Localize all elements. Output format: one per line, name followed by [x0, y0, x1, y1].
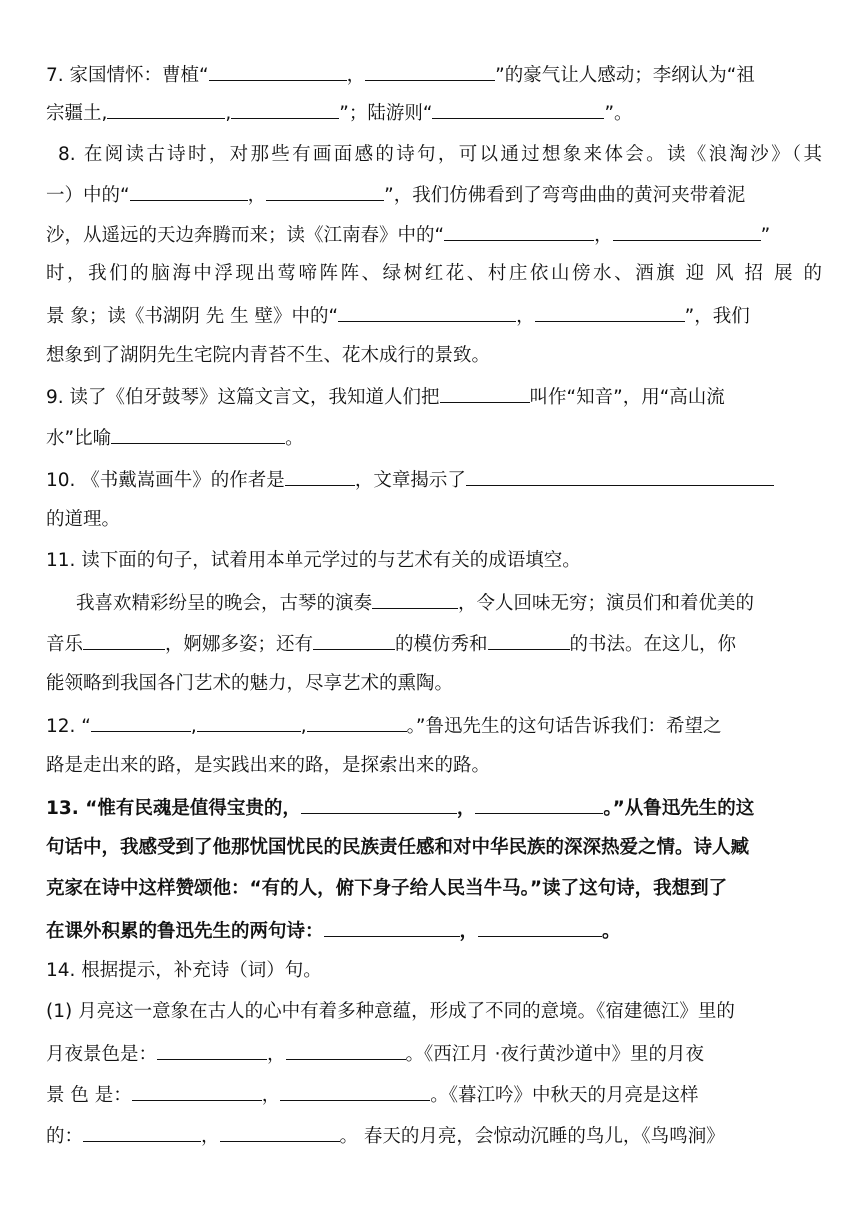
q14-text: ， [261, 1085, 281, 1106]
answer-blank[interactable] [478, 918, 602, 937]
answer-blank[interactable] [338, 303, 516, 322]
q14-text: 。《西江月 ·夜行黄沙道中》里的月夜 [405, 1044, 705, 1065]
q14-text: (1) 月亮这一意象在古人的心中有着多种意蕴，形成了不同的意境。《宿建德江》里的 [46, 1001, 735, 1022]
q7-line-1 [46, 62, 822, 88]
q9-line-1 [46, 384, 822, 410]
q13-text: 。”从鲁迅先生的这 [603, 798, 755, 819]
q14-text: 月夜景色是： [46, 1044, 158, 1065]
q9-line-2 [46, 425, 822, 451]
answer-blank[interactable] [488, 631, 570, 650]
q10-line-1 [46, 467, 822, 493]
answer-blank[interactable] [313, 631, 395, 650]
q8-text: ”，我们 [684, 306, 750, 327]
q12-line-1 [46, 713, 822, 739]
q14-line-2 [46, 1000, 822, 1024]
answer-blank[interactable] [280, 1082, 430, 1101]
q11-line-4 [46, 672, 822, 696]
q13-line-2 [46, 836, 822, 860]
q8-text: 时，我们的脑海中浮现出莺啼阵阵、绿树红花、村庄依山傍水、酒旗 迎 风 招 展 的 [46, 263, 822, 284]
q14-line-3 [46, 1041, 822, 1067]
q7-text: ”的豪气让人感动；李纲认为“祖 [495, 65, 755, 86]
answer-blank[interactable] [111, 425, 285, 444]
answer-blank[interactable] [91, 713, 191, 732]
q13-text: ， [456, 798, 476, 819]
q10-text: ，文章揭示了 [354, 470, 466, 491]
answer-blank[interactable] [83, 631, 165, 650]
q11-text: ，婀娜多姿；还有 [165, 634, 314, 655]
q7-line-2 [46, 100, 822, 126]
q13-text: 句话中，我感受到了他那忧国忧民的民族责任感和对中华民族的深深热爱之情。诗人臧 [46, 837, 750, 858]
answer-blank[interactable] [286, 1041, 406, 1060]
q8-text: 景 象；读《书湖阴 先 生 壁》中的“ [46, 306, 339, 327]
q11-line-3 [46, 631, 822, 657]
answer-blank[interactable] [157, 1041, 267, 1060]
answer-blank[interactable] [365, 62, 495, 81]
q14-text: ， [201, 1126, 220, 1147]
answer-blank[interactable] [613, 222, 761, 241]
q14-line-5 [46, 1123, 822, 1149]
q7-text: ”。 [604, 103, 633, 124]
q9-text: 水”比喻 [46, 428, 112, 449]
q7-text: 宗疆土, [46, 103, 108, 124]
q8-line-3 [46, 222, 822, 248]
q8-text: 一）中的“ [46, 185, 130, 206]
answer-blank[interactable] [432, 100, 604, 119]
answer-blank[interactable] [209, 62, 347, 81]
q9-text: 9. 读了《伯牙鼓琴》这篇文言文，我知道人们把 [46, 387, 440, 408]
q14-text: 的： [46, 1126, 84, 1147]
answer-blank[interactable] [197, 713, 301, 732]
q7-text: ”；陆游则“ [339, 103, 433, 124]
q8-text: 沙，从遥远的天边奔腾而来；读《江南春》中的“ [46, 225, 445, 246]
q8-line-1 [58, 143, 822, 167]
answer-blank[interactable] [132, 1082, 262, 1101]
answer-blank[interactable] [535, 303, 685, 322]
q11-text: 能领略到我国各门艺术的魅力，尽享艺术的熏陶。 [46, 673, 454, 694]
answer-blank[interactable] [444, 222, 594, 241]
q11-line-1 [46, 549, 822, 573]
answer-blank[interactable] [266, 182, 384, 201]
q14-text: 14. 根据提示，补充诗（词）句。 [46, 960, 322, 981]
q11-text: 音乐 [46, 634, 84, 655]
q14-text: 。 春天的月亮，会惊动沉睡的鸟儿，《鸟鸣涧》 [339, 1126, 725, 1147]
q8-text: ， [247, 185, 267, 206]
answer-blank[interactable] [285, 467, 355, 486]
answer-blank[interactable] [220, 1123, 340, 1142]
q8-text: 8. 在阅读古诗时，对那些有画面感的诗句，可以通过想象来体会。读《浪淘沙》（其 [58, 144, 822, 165]
q7-text: 7. 家国情怀：曹植“ [46, 65, 209, 86]
answer-blank[interactable] [130, 182, 248, 201]
answer-blank[interactable] [475, 795, 603, 814]
answer-blank[interactable] [231, 100, 339, 119]
q12-line-2 [46, 754, 822, 778]
q10-text: 的道理。 [46, 509, 121, 530]
q12-text: , [300, 716, 307, 737]
q14-line-4 [46, 1082, 822, 1108]
q10-text: 10. 《书戴嵩画牛》的作者是 [46, 470, 285, 491]
q13-text: 在课外积累的鲁迅先生的两句诗： [46, 921, 324, 942]
q11-text: 我喜欢精彩纷呈的晚会，古琴的演奏 [76, 593, 373, 614]
q12-text: 路是走出来的路，是实践出来的路，是探索出来的路。 [46, 755, 491, 776]
q8-text: 想象到了湖阴先生宅院内青苔不生、花木成行的景致。 [46, 345, 491, 366]
q11-text: ，令人回味无穷；演员们和着优美的 [458, 593, 755, 614]
q13-text: 。 [602, 921, 621, 942]
q13-text: ， [459, 921, 479, 942]
answer-blank[interactable] [372, 590, 458, 609]
q7-text: , [225, 103, 232, 124]
answer-blank[interactable] [107, 100, 225, 119]
q12-text: , [190, 716, 197, 737]
q9-text: 。 [285, 428, 304, 449]
q11-text: 的模仿秀和 [395, 634, 488, 655]
q8-text: ， [594, 225, 613, 246]
answer-blank[interactable] [440, 384, 530, 403]
q14-text: 景 色 是： [46, 1085, 132, 1106]
q14-line-1 [46, 959, 822, 983]
q13-text: 13. “惟有民魂是值得宝贵的， [46, 798, 301, 819]
q9-text: 叫作“知音”，用“高山流 [529, 387, 725, 408]
answer-blank[interactable] [307, 713, 407, 732]
q11-text: 11. 读下面的句子，试着用本单元学过的与艺术有关的成语填空。 [46, 550, 581, 571]
answer-blank[interactable] [324, 918, 460, 937]
q11-line-2 [76, 590, 822, 616]
q8-line-5 [46, 303, 822, 329]
q10-line-2 [46, 508, 822, 532]
q14-text: 。《暮江吟》中秋天的月亮是这样 [430, 1085, 699, 1106]
q13-line-1 [46, 795, 822, 821]
q14-text: ， [267, 1044, 286, 1065]
q8-text: ， [516, 306, 535, 327]
q8-line-4 [46, 262, 822, 286]
answer-blank[interactable] [301, 795, 457, 814]
q8-line-2 [46, 182, 822, 208]
q12-text: 12. “ [46, 716, 91, 737]
answer-blank[interactable] [466, 467, 774, 486]
q8-text: ”，我们仿佛看到了弯弯曲曲的黄河夹带着泥 [384, 185, 746, 206]
q13-text: 克家在诗中这样赞颂他：“有的人，俯下身子给人民当牛马。”读了这句诗，我想到了 [46, 878, 728, 899]
q7-text: ， [346, 65, 366, 86]
q11-text: 的书法。在这儿，你 [569, 634, 737, 655]
q13-line-3 [46, 877, 822, 901]
q12-text: 。”鲁迅先生的这句话告诉我们：希望之 [406, 716, 722, 737]
q8-line-6 [46, 344, 822, 368]
q13-line-4 [46, 918, 822, 944]
q8-text: ” [760, 225, 771, 246]
answer-blank[interactable] [83, 1123, 201, 1142]
